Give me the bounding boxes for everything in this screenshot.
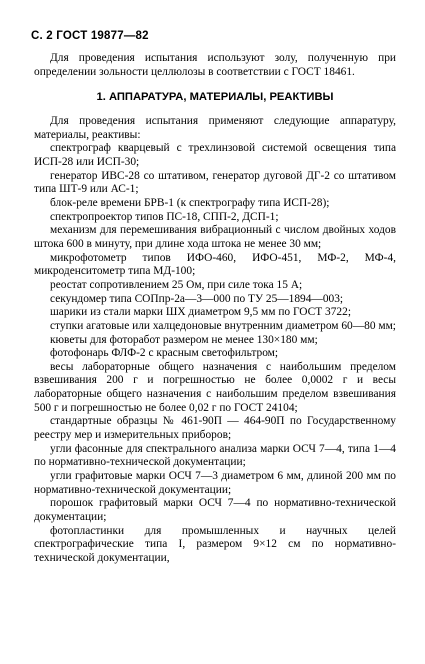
paragraph: кюветы для фоторабот размером не менее 130×180 мм; <box>50 333 318 346</box>
paragraph: микрофотометр типов ИФО-460, ИФО-451, МФ-2, МФ-4, микроденситометр типа МД-100; <box>34 251 396 278</box>
section-title: 1. АППАРАТУРА, МАТЕРИАЛЫ, РЕАКТИВЫ <box>96 91 334 103</box>
page-header: С. 2 ГОСТ 19877—82 <box>31 30 149 42</box>
paragraph: шарики из стали марки ШХ диаметром 9,5 мм по ГОСТ 3722; <box>50 306 351 319</box>
intro-paragraph <box>34 51 396 79</box>
paragraph: весы лабораторные общего назначения с наибольшим пределом взвешивания 200 г и погрешностью не более 0,0002 г и весы лабораторные общего назначения с наибольшим пределом взвешивания 500 г и погрешностью не более 0,02 г по ГОСТ 24104; <box>34 360 396 414</box>
paragraph: блок-реле времени БРВ-1 (к спектрографу типа ИСП-28); <box>50 196 330 209</box>
paragraph: спектрограф кварцевый с трехлинзовой системой освещения типа ИСП-28 или ИСП-30; <box>34 142 396 168</box>
paragraph: секундомер типа СОПпр-2а—3—000 по ТУ 25—1894—003; <box>50 292 344 305</box>
paragraph: генератор ИВС-28 со штативом, генератор дуговой ДГ-2 со штативом типа ШТ-9 или АС-1; <box>34 169 396 196</box>
intro-text: Для проведения испытания используют золу, полученную при определении зольности целлюлозы в соответствии с ГОСТ 18461. <box>34 52 396 79</box>
section-body <box>34 115 396 566</box>
paragraph: Для проведения испытания применяют следующие аппаратуру, материалы, реактивы: <box>34 115 396 141</box>
paragraph: стандартные образцы № 461-90П — 464-90П по Государственному реестру мер и измерительных приборов; <box>34 415 396 442</box>
paragraph: фотофонарь ФЛФ-2 с красным светофильтром; <box>50 347 279 360</box>
paragraph: фотопластинки для промышленных и научных целей спектрографические типа I, размером 9×12 см по нормативно-технической документации, <box>34 524 396 564</box>
paragraph: угли фасонные для спектрального анализа марки ОСЧ 7—4, типа 1—4 по нормативно-технической документации; <box>34 442 396 469</box>
paragraph: реостат сопротивлением 25 Ом, при силе тока 15 А; <box>50 278 303 291</box>
paragraph: механизм для перемешивания вибрационный с числом двойных ходов штока 600 в минуту, при длине хода штока не менее 30 мм; <box>34 224 396 250</box>
paragraph: угли графитовые марки ОСЧ 7—3 диаметром 6 мм, длиной 200 мм по нормативно-технической документации; <box>34 470 396 496</box>
paragraph: спектропроектор типов ПС-18, СПП-2, ДСП-1; <box>50 210 279 223</box>
paragraph: порошок графитовый марки ОСЧ 7—4 по нормативно-технической документации; <box>34 497 396 524</box>
paragraph: ступки агатовые или халцедоновые внутренним диаметром 60—80 мм; <box>50 319 396 332</box>
